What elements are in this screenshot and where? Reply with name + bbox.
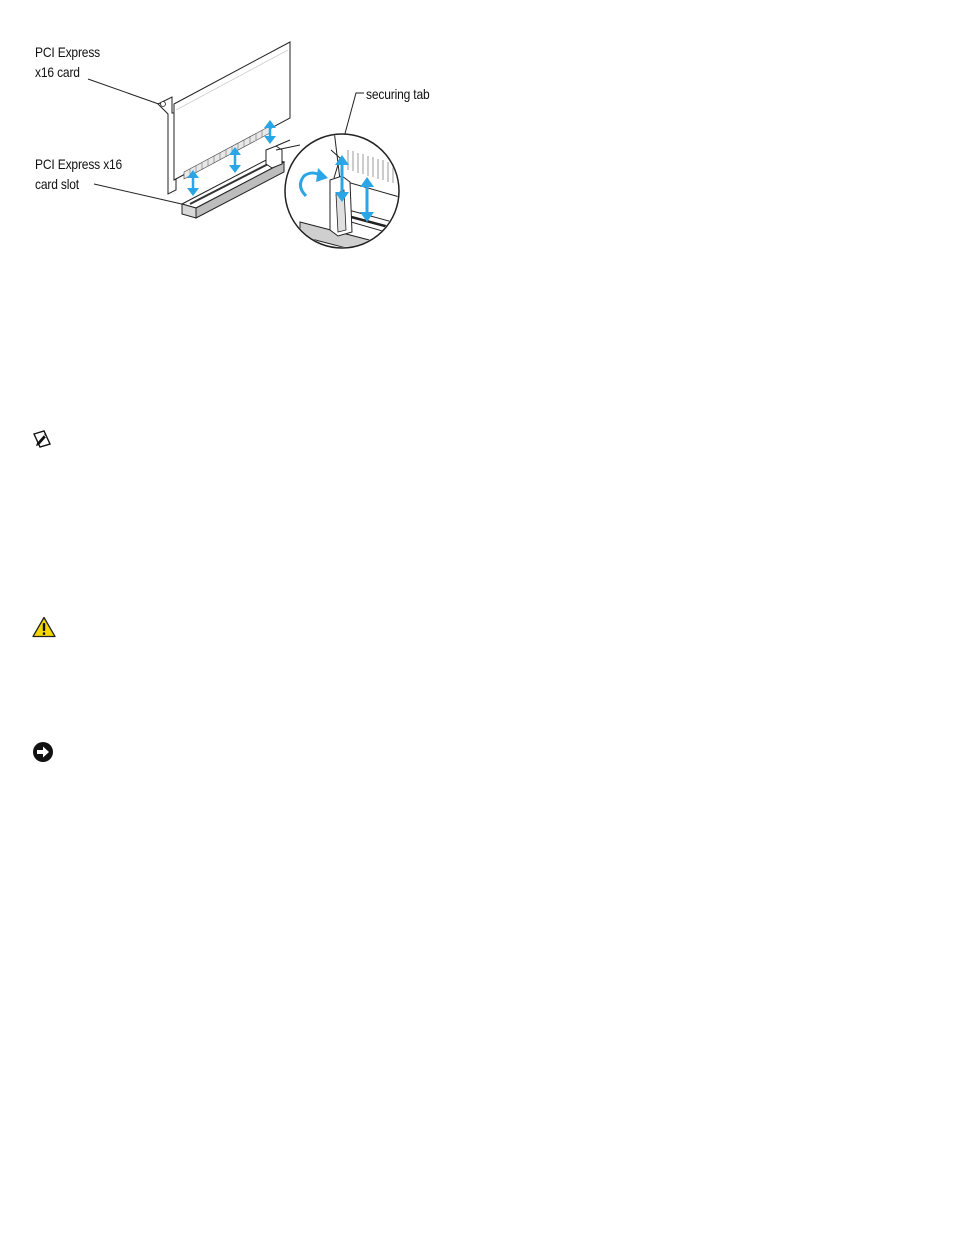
card-label-line1: PCI Express [35, 44, 101, 60]
card-installation-illustration [0, 0, 460, 270]
pci-express-card-figure [0, 0, 460, 270]
pci-express-slot-label [35, 154, 122, 194]
slot-label-line2: card slot [35, 176, 79, 192]
card-bracket [158, 97, 176, 194]
caution-triangle-icon [32, 616, 56, 638]
securing-tab-detail-circle [285, 130, 410, 262]
card-label-line2: x16 card [35, 64, 80, 80]
note-pencil-icon [32, 429, 52, 449]
securing-tab-label [366, 84, 430, 104]
slot-label-line1: PCI Express x16 [35, 156, 123, 172]
zoom-connector [276, 145, 300, 150]
securing-tab-text: securing tab [366, 86, 430, 102]
pci-express-card-label [35, 42, 100, 82]
notice-arrow-icon [32, 741, 54, 763]
